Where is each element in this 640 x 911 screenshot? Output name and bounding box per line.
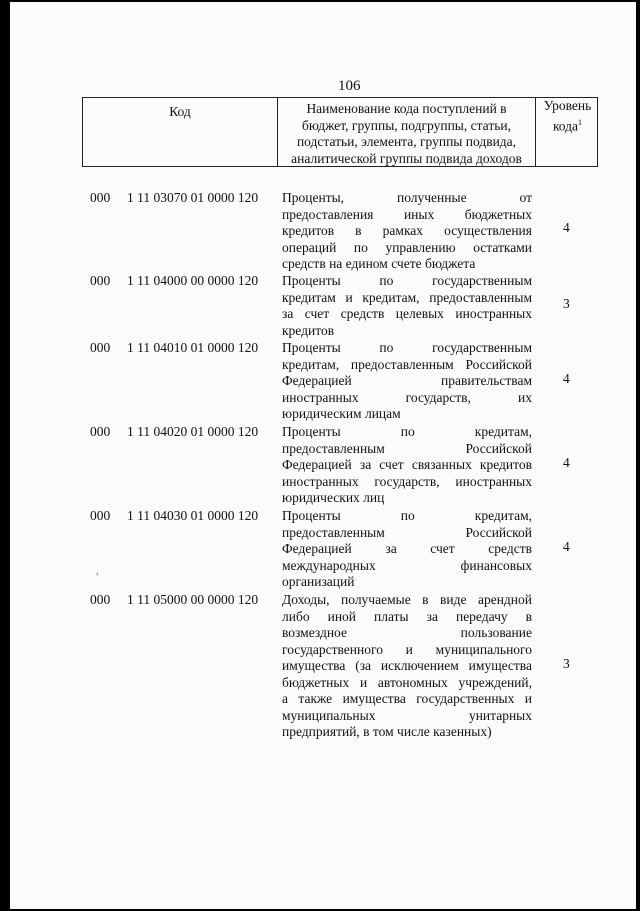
desc-line: организаций (282, 574, 355, 589)
header-level-text: кода (552, 118, 579, 133)
row-level: 3 (563, 296, 570, 311)
desc-line: Федерацией за счет связанных кредитов (282, 457, 532, 472)
page-number: 106 (338, 78, 361, 94)
desc-line: международных финансовых (282, 557, 532, 573)
desc-line: Проценты, полученные от (282, 190, 532, 205)
header-name-line: подстатьи, элемента, группы подвида, (296, 134, 517, 149)
desc-line: за счет средств целевых иностранных (282, 306, 532, 321)
header-level-line: Уровень (543, 98, 592, 113)
desc-line: операций по управлению остатками (282, 239, 532, 255)
footnote-mark: 1 (578, 117, 583, 127)
desc-line: Проценты по государственным (282, 273, 532, 288)
desc-line: иностранных государств, иностранных (282, 473, 532, 489)
row-description (282, 508, 532, 591)
desc-line: юридических лиц (282, 490, 385, 505)
header-code: Код (83, 98, 278, 166)
row-description (282, 424, 532, 507)
desc-line: Федерацией правительствам (282, 373, 532, 388)
row-code: 1 11 04010 01 0000 120 (127, 340, 259, 355)
desc-line: бюджетных и автономных учреждений, (282, 674, 532, 690)
desc-line: государственного и муниципального (282, 641, 532, 657)
desc-line: Проценты по кредитам, (282, 424, 532, 439)
row-description (282, 592, 532, 741)
desc-line: кредитов в рамках осуществления (282, 223, 532, 238)
row-prefix: 000 (90, 273, 111, 288)
header-level-line (536, 115, 599, 135)
row-level: 4 (563, 220, 570, 235)
row-prefix: 000 (90, 340, 111, 355)
desc-line: предоставления иных бюджетных (282, 206, 532, 222)
row-code: 1 11 04000 00 0000 120 (127, 273, 259, 288)
row-code: 1 11 04020 01 0000 120 (127, 424, 259, 439)
row-prefix: 000 (90, 190, 111, 205)
row-description (282, 273, 532, 339)
desc-line: кредитам, предоставленным Российской (282, 356, 532, 372)
desc-line: возмездное пользование (282, 625, 532, 640)
row-prefix: 000 (90, 592, 111, 607)
row-prefix: 000 (90, 424, 111, 439)
row-level: 4 (563, 455, 570, 470)
desc-line: предоставленным Российской (282, 524, 532, 540)
desc-line: кредитов (282, 322, 335, 338)
desc-line: Федерацией за счет средств (282, 541, 532, 556)
desc-line: предоставленным Российской (282, 440, 532, 456)
desc-line: Проценты по кредитам, (282, 508, 532, 523)
header-level (536, 98, 599, 166)
desc-line: Проценты по государственным (282, 340, 532, 355)
row-code: 1 11 03070 01 0000 120 (127, 190, 259, 205)
row-description (282, 340, 532, 423)
row-code: 1 11 05000 00 0000 120 (127, 592, 259, 607)
desc-line: либо иной платы за передачу в (282, 608, 532, 624)
table-header (82, 97, 598, 167)
desc-line: а также имущества государственных и (282, 691, 532, 706)
row-code: 1 11 04030 01 0000 120 (127, 508, 259, 523)
header-name (278, 98, 536, 166)
header-name-line: Наименование кода поступлений в (306, 101, 507, 116)
desc-line: иностранных государств, их (282, 389, 532, 405)
row-level: 3 (563, 656, 570, 671)
header-name-line: бюджет, группы, подгруппы, статьи, (302, 117, 511, 133)
desc-line: имущества (за исключением имущества (282, 658, 532, 673)
scan-mark: , (96, 566, 99, 577)
row-prefix: 000 (90, 508, 111, 523)
desc-line: муниципальных унитарных (282, 707, 532, 723)
row-level: 4 (563, 371, 570, 386)
row-description (282, 190, 532, 273)
desc-line: юридическим лицам (282, 406, 401, 421)
desc-line: Доходы, получаемые в виде арендной (282, 592, 532, 607)
desc-line: средств на едином счете бюджета (282, 256, 476, 271)
desc-line: предприятий, в том числе казенных) (282, 724, 492, 739)
row-level: 4 (563, 539, 570, 554)
desc-line: кредитам и кредитам, предоставленным (282, 289, 532, 305)
header-name-line: аналитической группы подвида доходов (291, 150, 522, 166)
